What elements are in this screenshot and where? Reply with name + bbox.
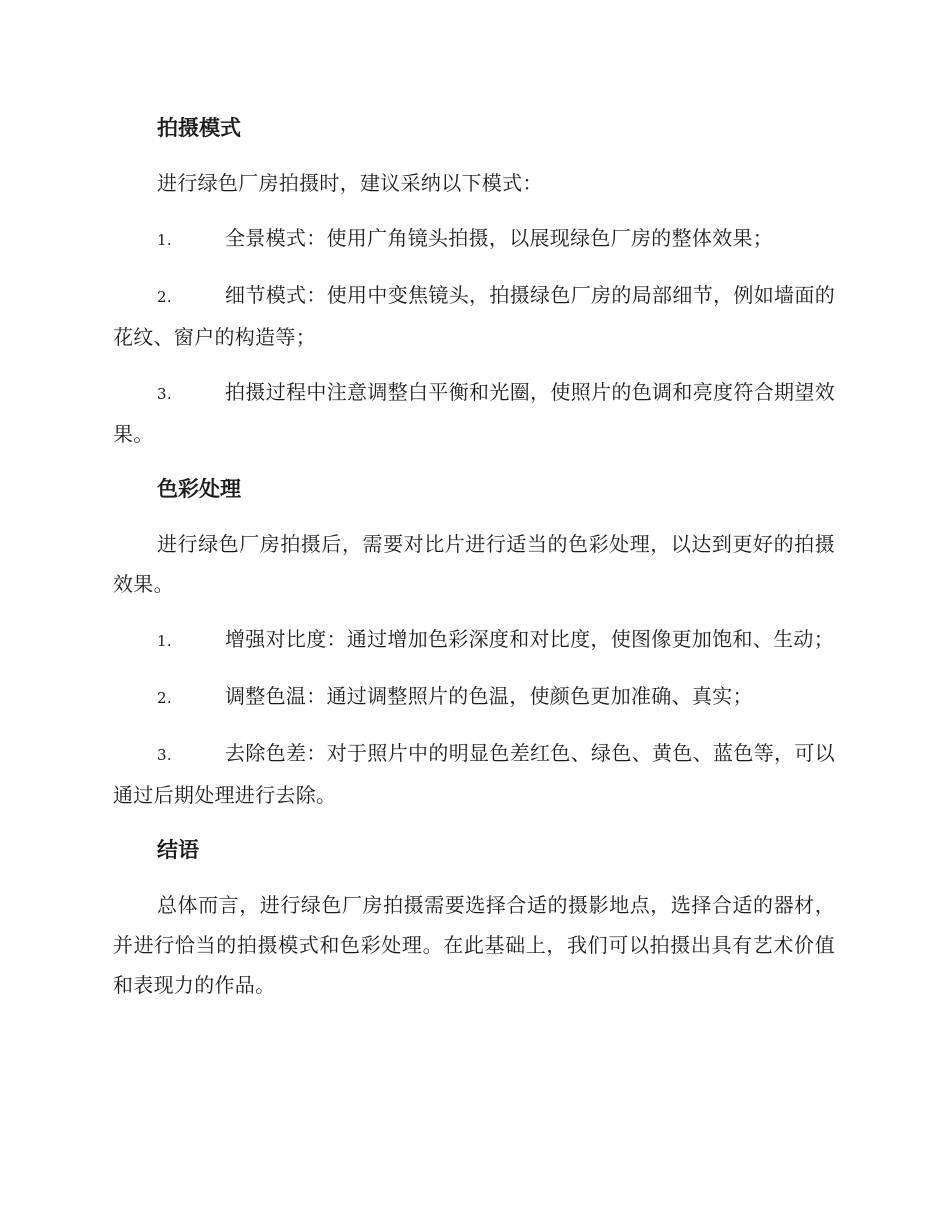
list-item-text: 拍摄过程中注意调整白平衡和光圈，使照片的色调和亮度符合期望效果。 <box>113 380 835 446</box>
list-item-number: 3. <box>157 746 172 764</box>
list-item-number: 1. <box>157 231 172 249</box>
section-intro: 进行绿色厂房拍摄后，需要对比片进行适当的色彩处理，以达到更好的拍摄效果。 <box>113 532 835 596</box>
list-item-text: 全景模式：使用广角镜头拍摄，以展现绿色厂房的整体效果； <box>225 226 774 250</box>
list-item-text: 去除色差：对于照片中的明显色差红色、绿色、黄色、蓝色等，可以通过后期处理进行去除。 <box>113 741 835 807</box>
section-heading: 色彩处理 <box>157 477 241 501</box>
list-item-number: 1. <box>157 632 172 650</box>
section-conclusion <box>113 830 835 1005</box>
list-item <box>113 676 835 718</box>
section-heading: 结语 <box>157 838 199 862</box>
section-intro: 总体而言，进行绿色厂房拍摄需要选择合适的摄影地点，选择合适的器材，并进行恰当的拍摄模式和色彩处理。在此基础上，我们可以拍摄出具有艺术价值和表现力的作品。 <box>113 893 835 997</box>
list-item <box>113 372 835 454</box>
list-item-text: 增强对比度：通过增加色彩深度和对比度，使图像更加饱和、生动； <box>225 627 834 651</box>
list-item-text: 细节模式：使用中变焦镜头，拍摄绿色厂房的局部细节，例如墙面的花纹、窗户的构造等； <box>113 283 835 349</box>
list-item-number: 2. <box>157 288 172 306</box>
list-item-number: 2. <box>157 689 172 707</box>
list-item-number: 3. <box>157 385 172 403</box>
document-content <box>113 108 835 1020</box>
list-item <box>113 218 835 260</box>
list-item <box>113 619 835 661</box>
section-heading: 拍摄模式 <box>157 116 241 140</box>
section-shooting-mode <box>113 108 835 454</box>
section-intro: 进行绿色厂房拍摄时，建议采纳以下模式： <box>157 171 543 195</box>
list-item-text: 调整色温：通过调整照片的色温，使颜色更加准确、真实； <box>225 684 753 708</box>
list-item <box>113 733 835 815</box>
section-color-processing <box>113 469 835 815</box>
list-item <box>113 275 835 357</box>
